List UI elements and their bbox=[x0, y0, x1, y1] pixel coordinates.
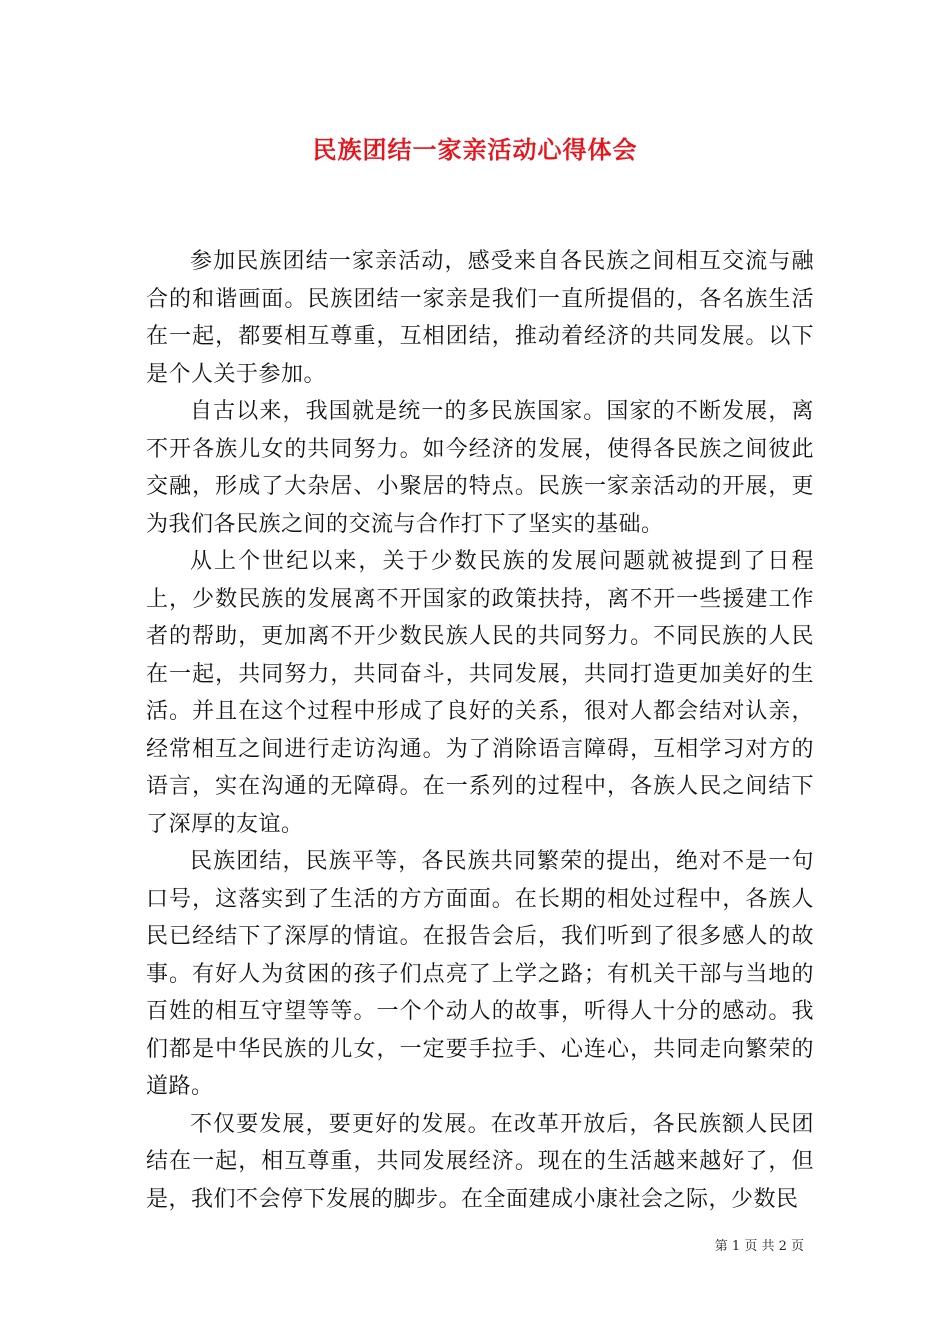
paragraph-1: 参加民族团结一家亲活动，感受来自各民族之间相互交流与融合的和谐画面。民族团结一家亲是我们一直所提倡的，各名族生活在一起，都要相互尊重，互相团结，推动着经济的共同发展。以下是个人关于参加。 bbox=[146, 249, 814, 387]
paragraph-2: 自古以来，我国就是统一的多民族国家。国家的不断发展，离不开各族儿女的共同努力。如今经济的发展，使得各民族之间彼此交融，形成了大杂居、小聚居的特点。民族一家亲活动的开展，更为我们各民族之间的交流与合作打下了坚实的基础。 bbox=[146, 399, 814, 537]
paragraph-4: 民族团结，民族平等，各民族共同繁荣的提出，绝对不是一句口号，这落实到了生活的方方面面。在长期的相处过程中，各族人民已经结下了深厚的情谊。在报告会后，我们听到了很多感人的故事。有好人为贫困的孩子们点亮了上学之路；有机关干部与当地的百姓的相互守望等等。一个个动人的故事，听得人十分的感动。我们都是中华民族的儿女，一定要手拉手、心连心，共同走向繁荣的道路。 bbox=[146, 849, 814, 1099]
document-title: 民族团结一家亲活动心得体会 bbox=[312, 135, 638, 164]
paragraph-5: 不仅要发展，要更好的发展。在改革开放后，各民族额人民团结在一起，相互尊重，共同发展经济。现在的生活越来越好了，但是，我们不会停下发展的脚步。在全面建成小康社会之际，少数民 bbox=[146, 1111, 814, 1212]
paragraph-3: 从上个世纪以来，关于少数民族的发展问题就被提到了日程上，少数民族的发展离不开国家的政策扶持，离不开一些援建工作者的帮助，更加离不开少数民族人民的共同努力。不同民族的人民在一起，共同努力，共同奋斗，共同发展，共同打造更加美好的生活。并且在这个过程中形成了良好的关系，很对人都会结对认亲，经常相互之间进行走访沟通。为了消除语言障碍，互相学习对方的语言，实在沟通的无障碍。在一系列的过程中，各族人民之间结下了深厚的友谊。 bbox=[146, 549, 814, 837]
page-number-footer: 第 1 页 共 2 页 bbox=[714, 1239, 804, 1254]
document-body bbox=[146, 243, 814, 1218]
